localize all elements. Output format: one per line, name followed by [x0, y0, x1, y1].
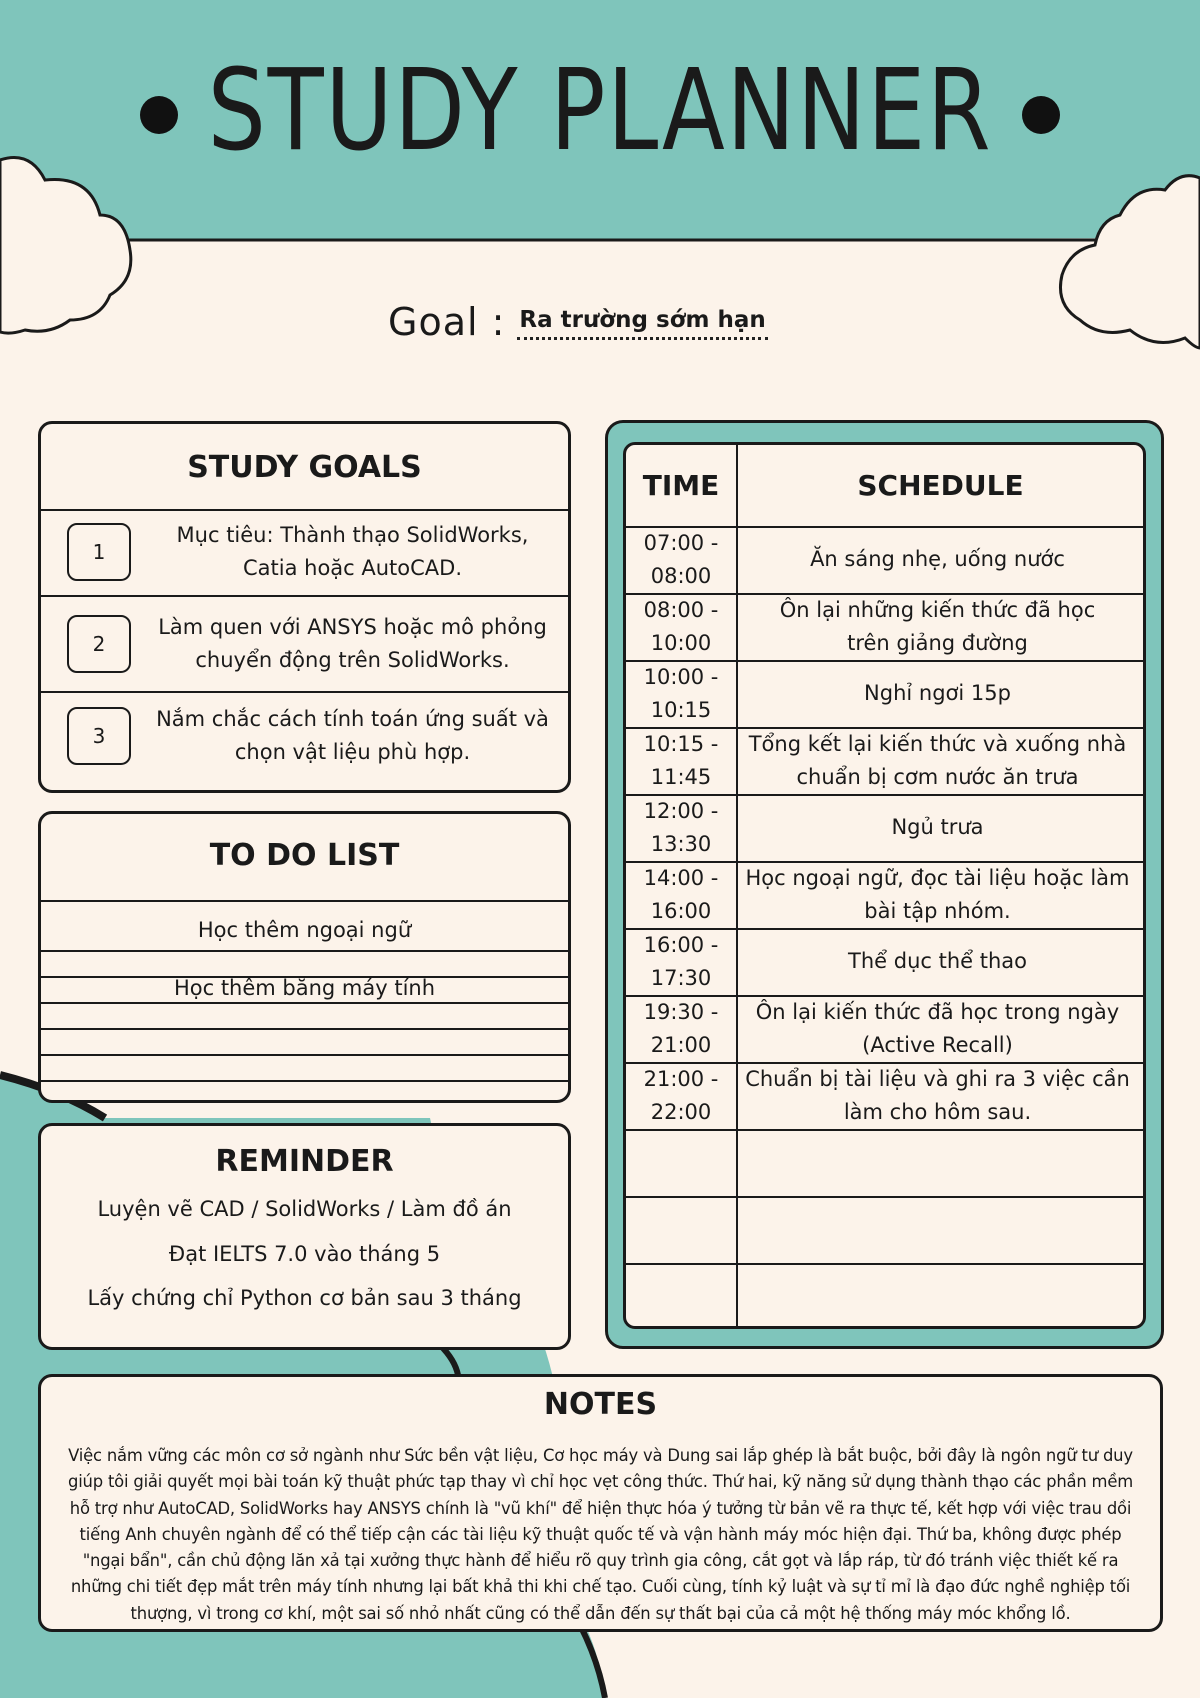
page-title: STUDY PLANNER: [207, 46, 993, 176]
time-start: 19:30 -: [643, 999, 719, 1024]
notes-line: giúp tôi giải quyết mọi bài toán kỹ thuật phức tạp thay vì chỉ học vẹt công thức. Thứ hai, kỹ năng sử dụng thành thạo các phần mềm: [68, 1472, 1133, 1492]
activity-cell: [738, 1062, 1137, 1129]
todo-line: [41, 950, 568, 952]
todo-title: TO DO LIST: [209, 838, 400, 873]
todo-line: [41, 1028, 568, 1030]
notes-title: NOTES: [543, 1387, 658, 1422]
reminder-card: [38, 1123, 571, 1350]
activity-line: Nghỉ ngơi 15p: [864, 681, 1011, 705]
goal-number-box: 3: [67, 707, 131, 765]
time-start: 12:00 -: [643, 798, 719, 823]
activity-line: Tổng kết lại kiến thức và xuống nhà: [748, 731, 1127, 756]
goal-text-line: Catia hoặc AutoCAD.: [242, 556, 463, 580]
goal-row: [388, 300, 768, 344]
activity-cell: [738, 995, 1137, 1062]
activity-cell: [738, 928, 1137, 995]
activity-line: trên giảng đường: [847, 630, 1028, 655]
activity-line: Thể dục thể thao: [848, 949, 1027, 973]
notes-line: thượng, vì trong cơ khí, một sai số nhỏ nhất cũng có thể dẫn đến sự thất bại của cả một hệ thống máy móc khổng lồ.: [130, 1603, 1071, 1623]
reminder-item: Lấy chứng chỉ Python cơ bản sau 3 tháng: [87, 1286, 522, 1310]
time-end: 10:15: [650, 697, 712, 722]
time-cell: [626, 995, 736, 1062]
goal-text-line: chọn vật liệu phù hợp.: [234, 740, 471, 764]
notes-line: "ngại bẩn", cần chủ động lăn xả tại xưởng thực hành để hiểu rõ quy trình gia công, cắt gọt và lắp ráp, từ đó tránh việc thiết kế ra: [82, 1551, 1119, 1571]
todo-item[interactable]: Học thêm ngoại ngữ: [197, 918, 412, 942]
time-end: 16:00: [650, 898, 712, 923]
time-start: 16:00 -: [643, 932, 719, 957]
activity-line: Ôn lại những kiến thức đã học: [779, 597, 1096, 622]
activity-cell: [738, 794, 1137, 861]
activity-line: Ngủ trưa: [891, 815, 984, 839]
schedule-panel: [605, 420, 1164, 1349]
reminder-title: REMINDER: [215, 1144, 394, 1179]
goal-text-line: Làm quen với ANSYS hoặc mô phỏng: [158, 615, 547, 639]
time-start: 21:00 -: [643, 1066, 719, 1091]
notes-body: [45, 1443, 1156, 1627]
time-end: 21:00: [650, 1032, 712, 1057]
time-cell: [626, 593, 736, 660]
notes-line: những chi tiết đẹp mắt trên máy tính nhưng lại bất khả thi khi chế tạo. Cuối cùng, tính kỷ luật và sự tỉ mỉ là đạo đức nghề nghiệp tối: [70, 1577, 1131, 1597]
goal-number-box: 1: [67, 523, 131, 581]
todo-line: [41, 1054, 568, 1056]
time-end: 13:30: [650, 831, 712, 856]
notes-line: Việc nắm vững các môn cơ sở ngành như Sức bền vật liệu, Cơ học máy và Dung sai lắp ghép là bắt buộc, bởi đây là ngôn ngữ tư duy: [68, 1446, 1133, 1465]
time-start: 08:00 -: [643, 597, 719, 622]
study-goals-title: STUDY GOALS: [187, 450, 422, 485]
time-end: 10:00: [650, 630, 712, 655]
activity-cell: [738, 861, 1137, 928]
time-cell: [626, 794, 736, 861]
row-line: [626, 1196, 1143, 1198]
goal-value[interactable]: Ra trường sớm hạn: [517, 307, 767, 340]
time-header: TIME: [642, 469, 720, 502]
activity-cell: [738, 526, 1137, 593]
todo-card: [38, 811, 571, 1103]
time-end: 11:45: [650, 764, 712, 789]
goal-text-line: Nắm chắc cách tính toán ứng suất và: [156, 707, 549, 731]
study-goal-item: [41, 509, 568, 595]
activity-line: Học ngoại ngữ, đọc tài liệu hoặc làm: [745, 865, 1130, 890]
activity-cell: [738, 593, 1137, 660]
activity-line: chuẩn bị cơm nước ăn trưa: [796, 764, 1079, 789]
row-line: [626, 1263, 1143, 1265]
todo-line: [41, 1080, 568, 1082]
row-line: [626, 1129, 1143, 1131]
activity-line: Chuẩn bị tài liệu và ghi ra 3 việc cần: [745, 1066, 1130, 1091]
goal-text: [149, 519, 556, 585]
todo-line: [41, 1002, 568, 1004]
time-cell: [626, 861, 736, 928]
notes-line: hỗ trợ như AutoCAD, SolidWorks hay ANSYS chính là "vũ khí" để hiện thực hóa ý tưởng từ bản vẽ ra thực tế, kết hợp với việc trau dồi: [69, 1498, 1132, 1518]
goal-text-line: Mục tiêu: Thành thạo SolidWorks,: [176, 523, 529, 547]
notes-line: tiếng Anh chuyên ngành để có thể tiếp cận các tài liệu kỹ thuật quốc tế và vận hành máy móc hiện đại. Thứ ba, không được phép: [79, 1524, 1122, 1544]
todo-item[interactable]: Học thêm băng máy tính: [173, 976, 436, 1000]
todo-line: [41, 900, 568, 902]
activity-line: làm cho hôm sau.: [843, 1099, 1032, 1124]
study-goal-item: [41, 595, 568, 691]
activity-cell: [738, 727, 1137, 794]
schedule-header: SCHEDULE: [857, 469, 1024, 502]
goal-text: [149, 611, 556, 677]
time-end: 22:00: [650, 1099, 712, 1124]
time-start: 10:15 -: [643, 731, 719, 756]
time-cell: [626, 526, 736, 593]
notes-card: [38, 1374, 1163, 1632]
reminder-item: Đạt IELTS 7.0 vào tháng 5: [168, 1242, 441, 1266]
study-goals-card: [38, 421, 571, 793]
time-cell: [626, 660, 736, 727]
time-cell: [626, 1062, 736, 1129]
goal-text: [149, 703, 556, 769]
time-cell: [626, 727, 736, 794]
activity-line: (Active Recall): [862, 1032, 1013, 1057]
time-start: 14:00 -: [643, 865, 719, 890]
goal-number-box: 2: [67, 615, 131, 673]
activity-cell: [738, 660, 1137, 727]
study-goal-item: [41, 691, 568, 787]
activity-line: Ăn sáng nhẹ, uống nước: [810, 547, 1065, 571]
time-end: 08:00: [650, 563, 712, 588]
activity-line: Ôn lại kiến thức đã học trong ngày: [755, 999, 1120, 1024]
goal-label: Goal :: [388, 300, 506, 344]
time-end: 17:30: [650, 965, 712, 990]
schedule-table: [623, 442, 1146, 1329]
goal-text-line: chuyển động trên SolidWorks.: [195, 648, 510, 672]
time-cell: [626, 928, 736, 995]
activity-line: bài tập nhóm.: [864, 898, 1011, 923]
time-start: 07:00 -: [643, 530, 719, 555]
time-start: 10:00 -: [643, 664, 719, 689]
reminder-item: Luyện vẽ CAD / SolidWorks / Làm đồ án: [97, 1197, 512, 1221]
